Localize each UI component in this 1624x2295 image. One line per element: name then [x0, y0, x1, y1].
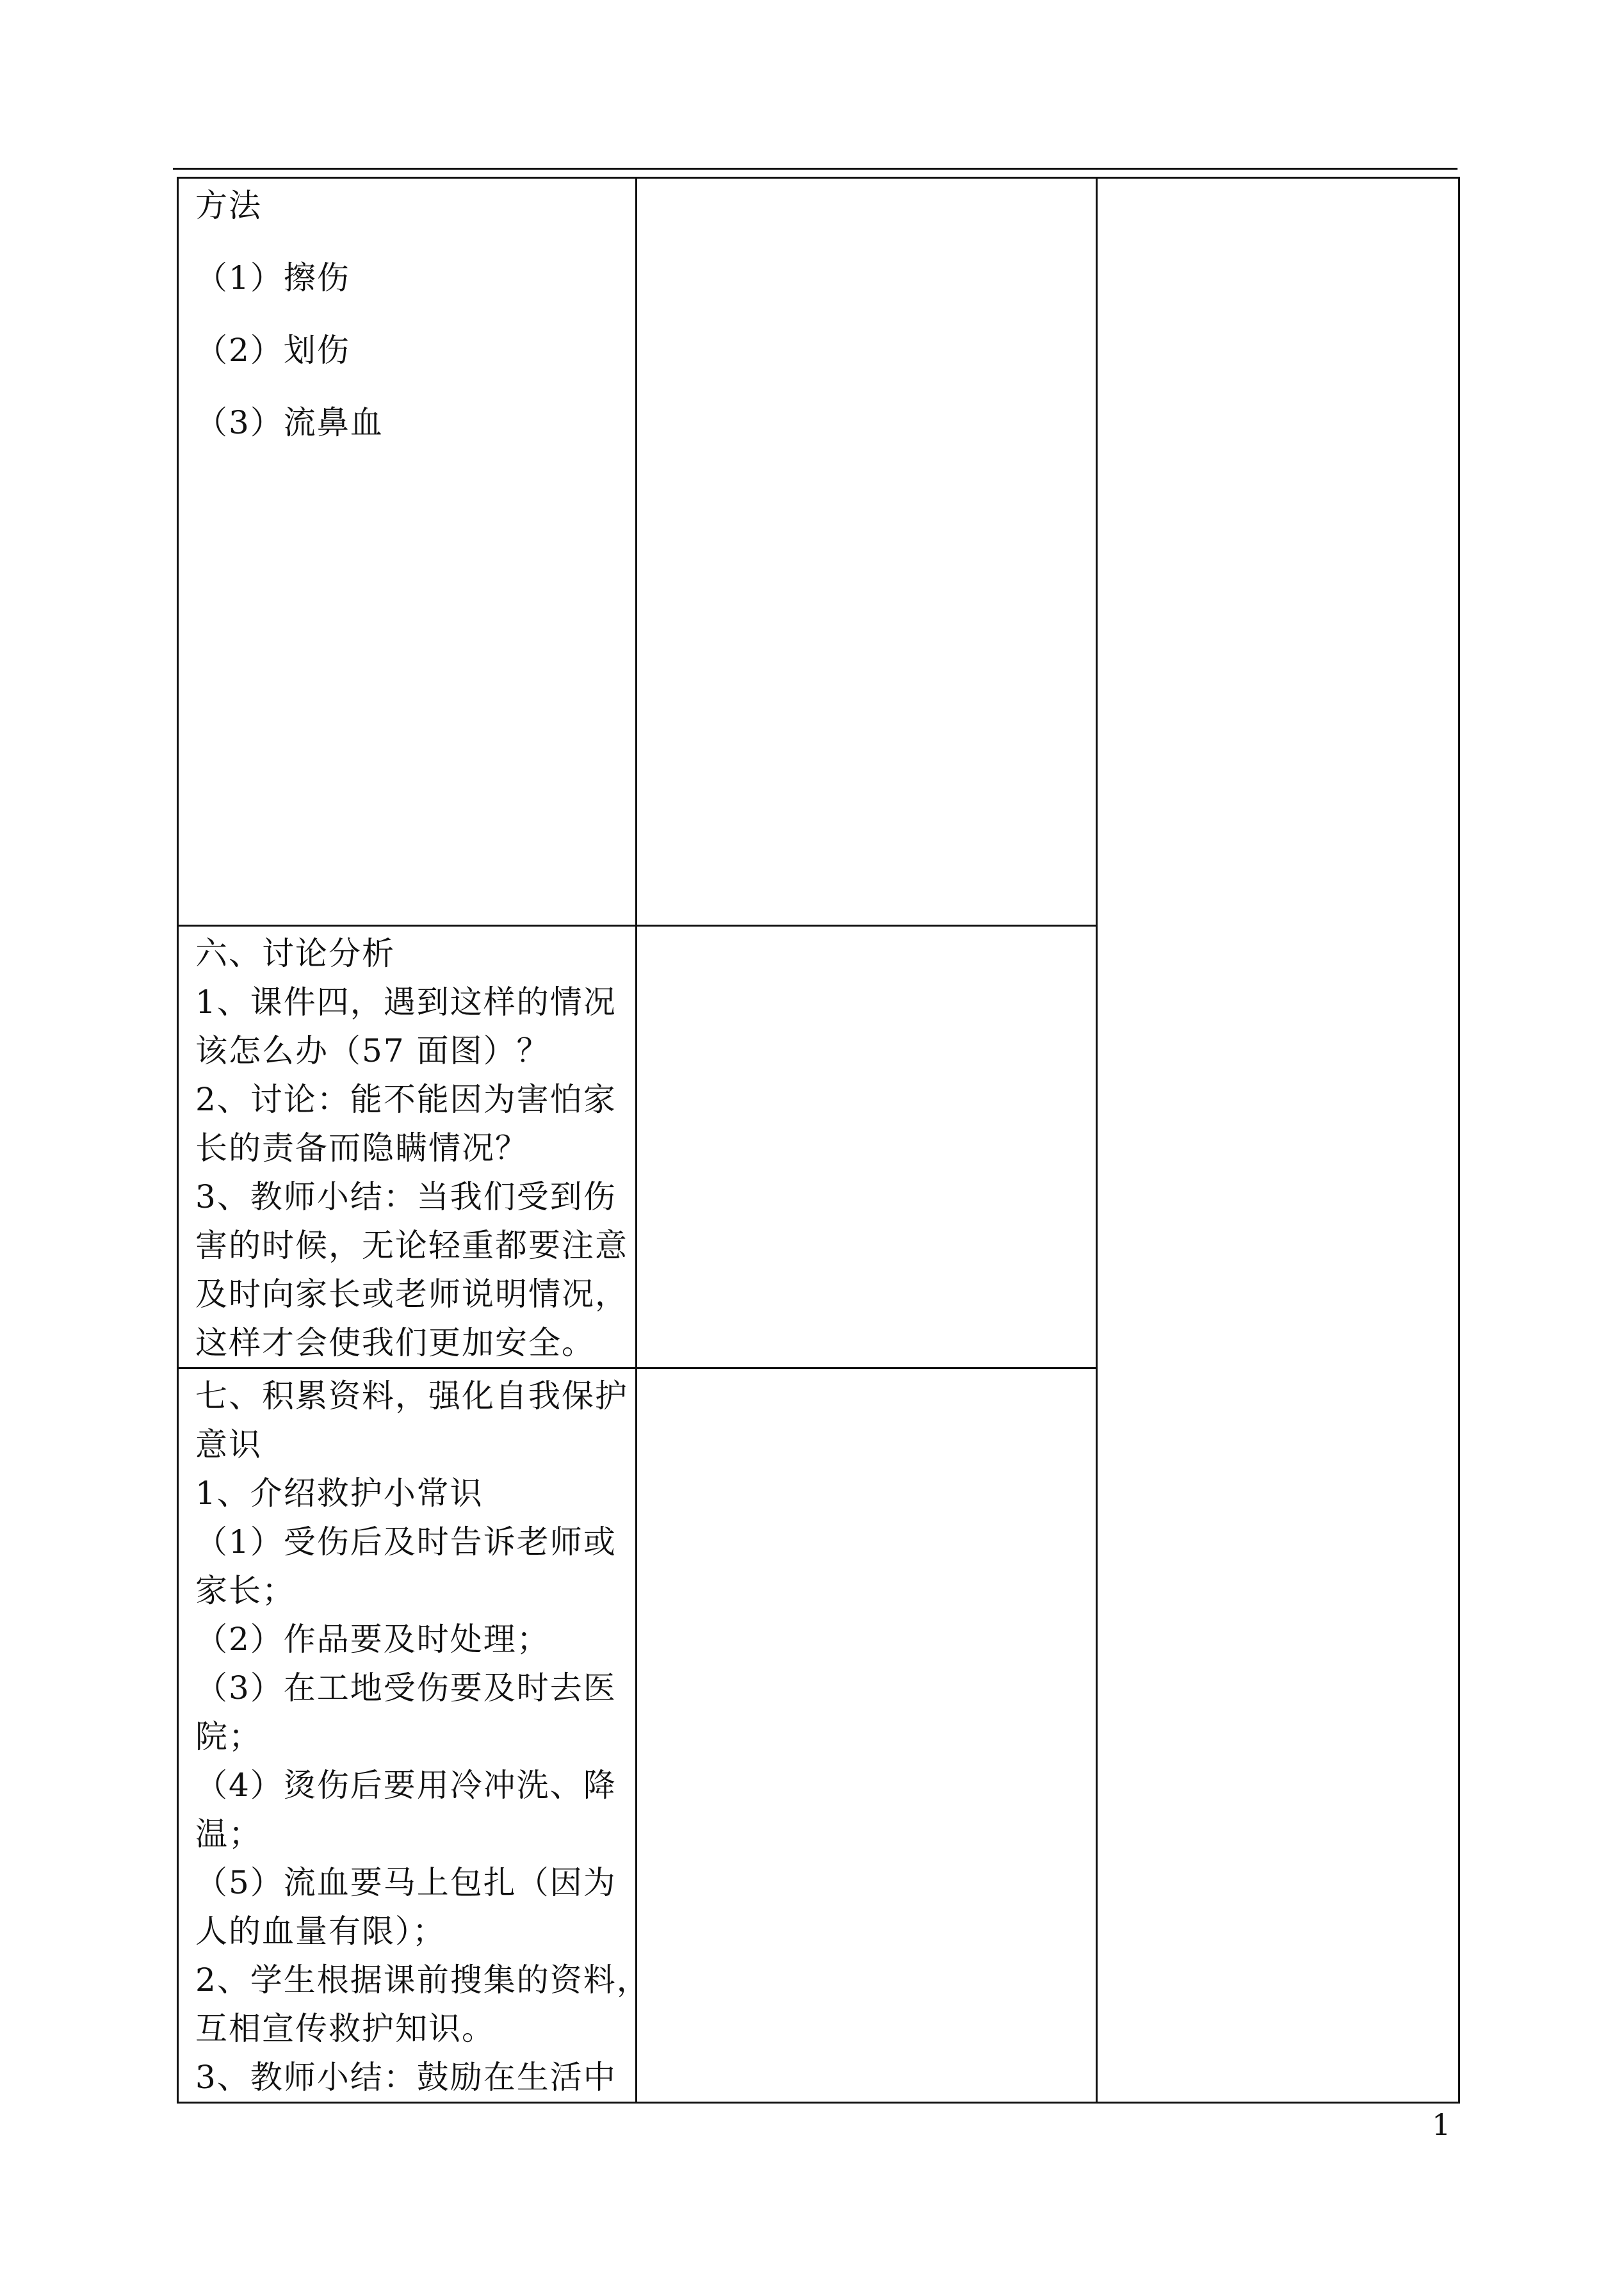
method-item-2: （2）划伤: [195, 332, 350, 369]
header-rule: [173, 168, 1458, 170]
knowledge-line: 院；: [195, 1718, 262, 1755]
discussion-line: 长的责备而隐瞒情况？: [195, 1130, 528, 1167]
knowledge-line: 意识: [195, 1426, 262, 1463]
discussion-line: 3、教师小结：当我们受到伤: [195, 1178, 617, 1215]
knowledge-line: 互相宣传救护知识。: [195, 2010, 495, 2047]
cell-knowledge-activity: [637, 1368, 1097, 2103]
discussion-line: 害的时候，无论轻重都要注意: [195, 1227, 628, 1264]
knowledge-heading: 七、积累资料，强化自我保护: [195, 1377, 628, 1415]
cell-notes-column: [1097, 178, 1459, 2103]
table-row-methods: [178, 178, 1459, 926]
knowledge-line: 家长；: [195, 1572, 295, 1609]
cell-discussion: [178, 926, 637, 1368]
knowledge-line: （3）在工地受伤要及时去医: [195, 1669, 617, 1707]
cell-methods-activity: [637, 178, 1097, 926]
discussion-line: 2、讨论：能不能因为害怕家: [195, 1081, 617, 1118]
knowledge-line: （1）受伤后及时告诉老师或: [195, 1523, 617, 1561]
discussion-line: 这样才会使我们更加安全。: [195, 1324, 595, 1361]
knowledge-line: （2）作品要及时处理；: [195, 1621, 550, 1658]
discussion-heading: 六、讨论分析: [195, 935, 395, 972]
knowledge-line: 2、学生根据课前搜集的资料，: [195, 1961, 650, 1999]
method-item-1: （1）擦伤: [195, 259, 350, 296]
knowledge-line: 1、介绍救护小常识: [195, 1475, 483, 1512]
discussion-line: 及时向家长或老师说明情况，: [195, 1276, 628, 1313]
knowledge-line: 温；: [195, 1815, 262, 1853]
knowledge-line: 人的血量有限）；: [195, 1913, 446, 1950]
knowledge-line: （5）流血要马上包扎（因为: [195, 1864, 617, 1901]
page-number: 1: [1432, 2107, 1451, 2142]
lesson-plan-table: [177, 177, 1460, 2104]
cell-discussion-activity: [637, 926, 1097, 1368]
cell-methods: [178, 178, 637, 926]
cell-knowledge: [178, 1368, 650, 2103]
knowledge-line: 3、教师小结：鼓励在生活中: [195, 2059, 617, 2096]
discussion-line: 1、课件四，遇到这样的情况: [195, 984, 617, 1021]
methods-heading: 方法: [195, 187, 262, 224]
discussion-line: 该怎么办（57 面图）？: [195, 1032, 550, 1069]
knowledge-line: （4）烫伤后要用冷冲洗、降: [195, 1767, 617, 1804]
method-item-3: （3）流鼻血: [195, 404, 384, 441]
